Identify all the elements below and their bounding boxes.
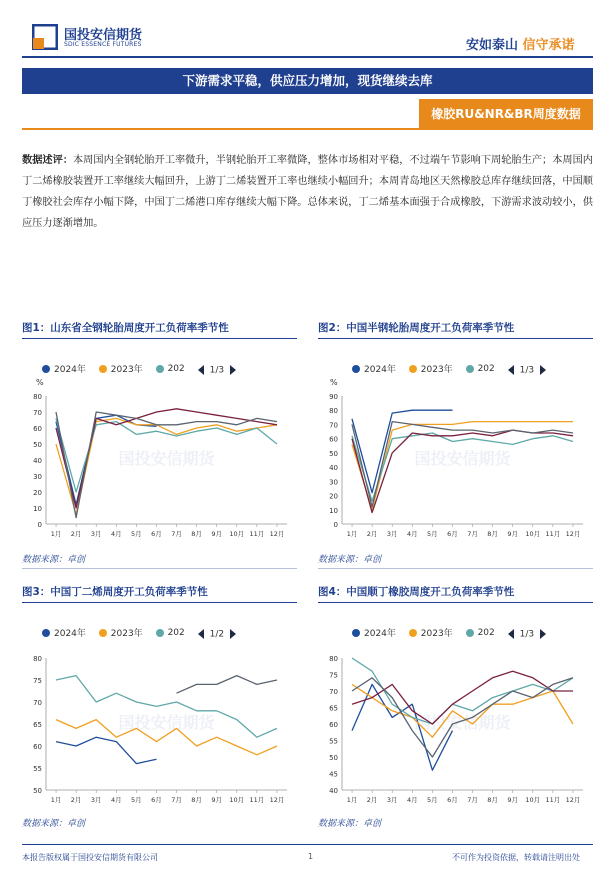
figure-3-legend <box>42 626 236 640</box>
figure-1-bottom-rule <box>22 568 297 569</box>
legend-swatch-icon <box>156 365 164 373</box>
y-tick-label: 60 <box>329 721 338 729</box>
legend-pager: 1/3 <box>519 629 535 640</box>
legend-label: 2023年 <box>110 365 143 375</box>
x-tick-label: 6月 <box>447 530 458 538</box>
legend-item[interactable] <box>156 628 185 638</box>
x-tick-label: 2月 <box>366 796 378 804</box>
x-tick-label: 9月 <box>507 796 519 804</box>
legend-next-icon[interactable] <box>540 629 546 639</box>
x-tick-label: 3月 <box>90 530 102 538</box>
figure-4-chart <box>318 652 593 808</box>
x-tick-label: 12月 <box>565 796 581 804</box>
x-tick-label: 4月 <box>406 530 418 538</box>
legend-pager: 1/3 <box>519 365 535 376</box>
figure-1-unit: % <box>36 378 44 387</box>
y-tick-label: 30 <box>33 473 42 481</box>
x-tick-label: 12月 <box>269 530 285 538</box>
y-tick-label: 40 <box>329 464 338 473</box>
x-tick-label: 2月 <box>366 530 378 538</box>
figure-1-title: 图1：山东省全钢轮胎周度开工负荷率季节性 <box>22 322 229 334</box>
x-tick-label: 12月 <box>565 530 581 538</box>
y-tick-label: 20 <box>33 489 42 497</box>
legend-pager: 1/3 <box>209 365 225 376</box>
x-tick-label: 10月 <box>229 530 245 538</box>
x-tick-label: 6月 <box>151 530 162 538</box>
figure-4-rule <box>318 602 593 603</box>
y-tick-label: 75 <box>329 671 338 680</box>
y-tick-label: 60 <box>33 425 42 433</box>
y-tick-label: 0 <box>37 521 42 529</box>
legend-label: 2023年 <box>420 365 453 375</box>
header-divider <box>22 56 593 58</box>
x-tick-label: 7月 <box>171 796 182 804</box>
legend-label: 202 <box>167 363 185 374</box>
figure-2-rule <box>318 338 593 339</box>
x-tick-label: 10月 <box>229 796 245 804</box>
watermark: 国投安信期货 <box>414 449 511 468</box>
legend-next-icon[interactable] <box>230 629 236 639</box>
y-tick-label: 65 <box>33 721 42 729</box>
legend-swatch-icon <box>409 629 417 637</box>
y-tick-label: 60 <box>33 743 42 751</box>
x-tick-label: 9月 <box>211 796 223 804</box>
x-tick-label: 8月 <box>487 796 498 804</box>
x-tick-label: 11月 <box>249 796 265 804</box>
legend-item[interactable] <box>352 362 396 375</box>
figure-2-source: 数据来源：卓创 <box>318 555 382 565</box>
report-tag: 橡胶RU&NR&BR周度数据 <box>419 99 593 130</box>
figure-2-legend <box>352 362 546 376</box>
x-tick-label: 6月 <box>447 796 458 804</box>
figure-2-chart <box>318 390 593 542</box>
legend-label: 2023年 <box>110 629 143 639</box>
figure-2-bottom-rule <box>318 568 593 569</box>
figure-1-source: 数据来源：卓创 <box>22 555 86 565</box>
x-tick-label: 2月 <box>70 796 82 804</box>
y-tick-label: 70 <box>329 421 338 430</box>
y-tick-label: 40 <box>33 457 42 465</box>
x-tick-label: 11月 <box>545 530 561 538</box>
x-tick-label: 8月 <box>487 530 498 538</box>
x-tick-label: 1月 <box>50 530 62 538</box>
x-tick-label: 10月 <box>525 530 541 538</box>
slogan <box>466 34 575 53</box>
x-tick-label: 11月 <box>545 796 561 804</box>
figure-4-legend <box>352 626 546 640</box>
x-tick-label: 3月 <box>386 796 398 804</box>
x-tick-label: 9月 <box>211 530 223 538</box>
legend-pager: 1/2 <box>209 629 225 640</box>
x-tick-label: 7月 <box>171 530 182 538</box>
watermark: 国投安信期货 <box>118 713 215 732</box>
figure-3-title: 图3：中国丁二烯周度开工负荷率季节性 <box>22 586 208 598</box>
legend-prev-icon[interactable] <box>508 629 514 639</box>
y-tick-label: 60 <box>329 435 338 444</box>
y-tick-label: 70 <box>33 409 42 417</box>
legend-swatch-icon <box>466 629 474 637</box>
footer-copyright: 本报告版权属于国投安信期货有限公司 <box>22 853 158 862</box>
y-tick-label: 10 <box>33 505 42 513</box>
legend-item[interactable] <box>409 626 453 639</box>
summary-paragraph <box>22 150 593 234</box>
series-line-0 <box>56 737 157 763</box>
y-tick-label: 70 <box>33 699 42 707</box>
y-tick-label: 65 <box>329 704 338 713</box>
legend-swatch-icon <box>99 629 107 637</box>
brand-name-en: SDIC ESSENCE FUTURES <box>64 41 142 48</box>
x-tick-label: 5月 <box>427 530 438 538</box>
legend-label: 202 <box>477 627 495 638</box>
slogan-part-b: 信守承诺 <box>522 38 575 53</box>
legend-swatch-icon <box>352 365 360 373</box>
y-tick-label: 80 <box>329 655 338 663</box>
x-tick-label: 3月 <box>386 530 398 538</box>
y-tick-label: 80 <box>329 407 338 416</box>
legend-prev-icon[interactable] <box>508 365 514 375</box>
footer-disclaimer: 不可作为投资依据，转载请注明出处 <box>452 853 580 862</box>
x-tick-label: 1月 <box>50 796 62 804</box>
series-line-3 <box>177 676 278 694</box>
x-tick-label: 1月 <box>346 530 358 538</box>
summary-label: 数据述评： <box>22 155 73 166</box>
legend-label: 2024年 <box>364 365 396 375</box>
legend-item[interactable] <box>409 362 453 375</box>
legend-swatch-icon <box>42 365 50 373</box>
figure-3-source: 数据来源：卓创 <box>22 819 86 829</box>
x-tick-label: 3月 <box>90 796 102 804</box>
x-tick-label: 8月 <box>191 530 202 538</box>
legend-item[interactable] <box>466 628 495 638</box>
legend-swatch-icon <box>42 629 50 637</box>
legend-item[interactable] <box>156 364 185 374</box>
x-tick-label: 4月 <box>406 796 418 804</box>
brand-name: 国投安信期货 <box>64 28 143 43</box>
y-tick-label: 10 <box>329 506 338 515</box>
legend-label: 2023年 <box>420 629 453 639</box>
y-tick-label: 50 <box>329 754 338 762</box>
y-tick-label: 40 <box>329 787 338 795</box>
y-tick-label: 0 <box>333 521 338 529</box>
y-tick-label: 55 <box>329 737 338 746</box>
legend-prev-icon[interactable] <box>198 365 204 375</box>
x-tick-label: 5月 <box>131 796 142 804</box>
figure-4-source: 数据来源：卓创 <box>318 819 382 829</box>
legend-swatch-icon <box>352 629 360 637</box>
x-tick-label: 7月 <box>467 796 478 804</box>
x-tick-label: 4月 <box>110 530 122 538</box>
legend-item[interactable] <box>99 626 143 639</box>
y-tick-label: 20 <box>329 492 338 501</box>
legend-item[interactable] <box>352 626 396 639</box>
figure-2-unit: % <box>330 378 338 387</box>
y-tick-label: 50 <box>33 441 42 449</box>
watermark: 国投安信期货 <box>118 449 215 468</box>
footer-divider <box>22 844 593 845</box>
legend-label: 2024年 <box>54 629 86 639</box>
y-tick-label: 75 <box>33 677 42 685</box>
x-tick-label: 7月 <box>467 530 478 538</box>
x-tick-label: 4月 <box>110 796 122 804</box>
x-tick-label: 9月 <box>507 530 519 538</box>
x-tick-label: 5月 <box>427 796 438 804</box>
legend-label: 2024年 <box>54 365 86 375</box>
figure-2-title: 图2：中国半钢轮胎周度开工负荷率季节性 <box>318 322 515 334</box>
legend-prev-icon[interactable] <box>198 629 204 639</box>
figure-4-title: 图4：中国顺丁橡胶周度开工负荷率季节性 <box>318 586 515 598</box>
y-tick-label: 55 <box>33 765 42 773</box>
figure-3-rule <box>22 602 297 603</box>
watermark: 国投安信期货 <box>414 713 511 732</box>
x-tick-label: 2月 <box>70 530 82 538</box>
y-tick-label: 50 <box>329 449 338 458</box>
page-number: 1 <box>308 852 314 861</box>
x-tick-label: 1月 <box>346 796 358 804</box>
x-tick-label: 6月 <box>151 796 162 804</box>
legend-next-icon[interactable] <box>230 365 236 375</box>
legend-item[interactable] <box>42 362 86 375</box>
legend-label: 2024年 <box>364 629 396 639</box>
y-tick-label: 90 <box>329 393 338 401</box>
y-tick-label: 30 <box>329 478 338 487</box>
legend-label: 202 <box>477 363 495 374</box>
figure-1-rule <box>22 338 297 339</box>
summary-text: 本周国内全钢轮胎开工率微升，半钢轮胎开工率微降，整体市场相对平稳，不过端午节影响下周轮胎生产；本周国内丁二烯橡胶装置开工率继续大幅回升，上游丁二烯装置开工率也继续小幅回升；本周青岛地区天然橡胶总库存继续回落，中国顺丁橡胶社会库存小幅下降，中国丁二烯港口库存继续大幅下降。总体来说，丁二烯基本面强于合成橡胶，下游需求波动较小，供应压力逐渐增加。 <box>22 155 593 229</box>
report-headline: 下游需求平稳，供应压力增加，现货继续去库 <box>22 68 593 94</box>
y-tick-label: 45 <box>329 770 338 779</box>
legend-swatch-icon <box>409 365 417 373</box>
y-tick-label: 80 <box>33 655 42 663</box>
slogan-part-a: 安如泰山 <box>466 38 519 53</box>
legend-item[interactable] <box>466 364 495 374</box>
legend-item[interactable] <box>42 626 86 639</box>
x-tick-label: 10月 <box>525 796 541 804</box>
legend-swatch-icon <box>156 629 164 637</box>
y-tick-label: 80 <box>33 393 42 401</box>
x-tick-label: 11月 <box>249 530 265 538</box>
figure-1-legend <box>42 362 236 376</box>
legend-swatch-icon <box>99 365 107 373</box>
legend-next-icon[interactable] <box>540 365 546 375</box>
figure-3-chart <box>22 652 297 808</box>
brand-logo-icon <box>32 24 58 50</box>
y-tick-label: 50 <box>33 787 42 795</box>
legend-swatch-icon <box>466 365 474 373</box>
x-tick-label: 12月 <box>269 796 285 804</box>
y-tick-label: 70 <box>329 688 338 696</box>
x-tick-label: 5月 <box>131 530 142 538</box>
legend-item[interactable] <box>99 362 143 375</box>
legend-label: 202 <box>167 627 185 638</box>
figure-1-chart <box>22 390 297 542</box>
x-tick-label: 8月 <box>191 796 202 804</box>
